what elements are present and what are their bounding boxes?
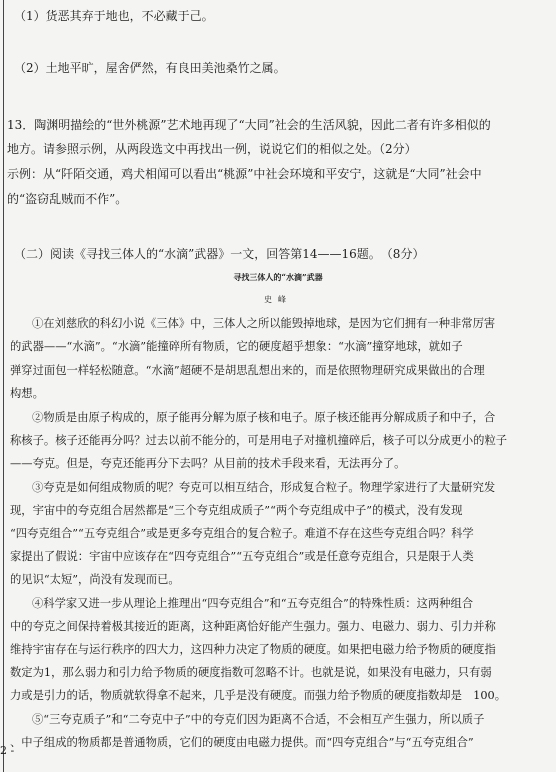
article-line: ⑤“三夸克质子”和“二夸克中子”中的夸克们因为距离不合适，不会相互产生强力，所以质子 — [32, 713, 485, 726]
article-line: 称核子。核子还能再分吗？过去以前不能分的，可是用电子对撞机撞碎后，核子可以分成更小的粒子 — [10, 434, 508, 447]
article-line: 现，宇宙中的夸克组合居然都是“三个夸克组成质子”“两个夸克组成中子”的模式，没有发现 — [10, 504, 463, 517]
article-title: 寻找三体人的“水滴”武器 — [233, 272, 323, 282]
article-line: 的武器——“水滴”。“水滴”能撞碎所有物质，它的硬度超乎想象：“水滴”撞穿地球，就如子 — [10, 340, 463, 353]
article-line: 力或是引力的话，物质就软得拿不起来，几乎是没有硬度。而强力给予物质的硬度指数却是 100。 — [10, 689, 507, 702]
article-line: ④科学家又进一步从理论上推理出“四夸克组合”和“五夸克组合”的特殊性质：这两种组合 — [32, 597, 474, 610]
article-line: ③夸克是如何组成物质的呢？夸克可以相互结合，形成复合粒子。物理学家进行了大量研究发 — [32, 481, 496, 494]
article-author: 史峰 — [264, 295, 292, 304]
q-item-2: （2）土地平旷，屋舍俨然，有良田美池桑竹之属。 — [14, 61, 286, 75]
article-line: 弹穿过面包一样轻松随意。“水滴”超硬不是胡思乱想出来的，而是依照物理研究成果做出的合理 — [10, 364, 485, 377]
q13-line-3: 示例：从“阡陌交通，鸡犬相闻可以看出“桃源”中社会环境和平安宁，这就是“大同”社会中 — [7, 167, 482, 181]
article-line: 的见识“太短”，尚没有发现而已。 — [10, 573, 180, 586]
q-item-1: （1）货恶其弃于地也，不必藏于己。 — [14, 9, 214, 23]
q13-line-1: 13．陶渊明描绘的“世外桃源”艺术地再现了“大同”社会的生活风貌，因此二者有许多相似的 — [7, 118, 491, 132]
q13-line-2: 地方。请参照示例，从两段选文中再找出一例，说说它们的相似之处。（2分） — [7, 142, 417, 156]
article-line: 中的夸克之间保持着极其接近的距离，这种距离恰好能产生强力。强力、电磁力、弱力、引力并称 — [10, 620, 496, 633]
article-line: 数定为1，那么弱力和引力给予物质的硬度指数可忽略不计。也就是说，如果没有电磁力，只有弱 — [10, 666, 492, 679]
article-line: 维持宇宙存在与运行秩序的四大力，这四种力决定了物质的硬度。如果把电磁力给予物质的硬度指 — [10, 643, 496, 656]
section-heading: （二）阅读《寻找三体人的“水滴”武器》一文，回答第14——16题。 （8分） — [14, 247, 425, 261]
q13-line-4: 的“盗窃乱贼而不作”。 — [7, 192, 128, 206]
article-line: “四夸克组合”“五夸克组合”或是更多夸克组合的复合粒子。难道不存在这些夸克组合吗？科学 — [10, 527, 474, 540]
article-line: ②物质是由原子构成的，原子能再分解为原子核和电子。原子核还能再分解成质子和中子，合 — [32, 411, 496, 424]
page-number: 2 - — [0, 744, 15, 757]
article-line: 、中子组成的物质都是普通物质，它们的硬度由电磁力提供。而“四夸克组合”与“五夸克组合” — [10, 736, 474, 749]
binding-margin-line — [3, 0, 4, 772]
article-line: 家提出了假说：宇宙中应该存在“四夸克组合”“五夸克组合”或是任意夸克组合，只是限于人类 — [10, 550, 474, 563]
article-line: ①在刘慈欣的科幻小说《三体》中，三体人之所以能毁掉地球，是因为它们拥有一种非常厉害 — [32, 317, 496, 330]
article-line: ——夸克。但是，夸克还能再分下去吗？从目前的技术手段来看，无法再分了。 — [10, 457, 406, 470]
article-line: 构想。 — [10, 387, 44, 400]
